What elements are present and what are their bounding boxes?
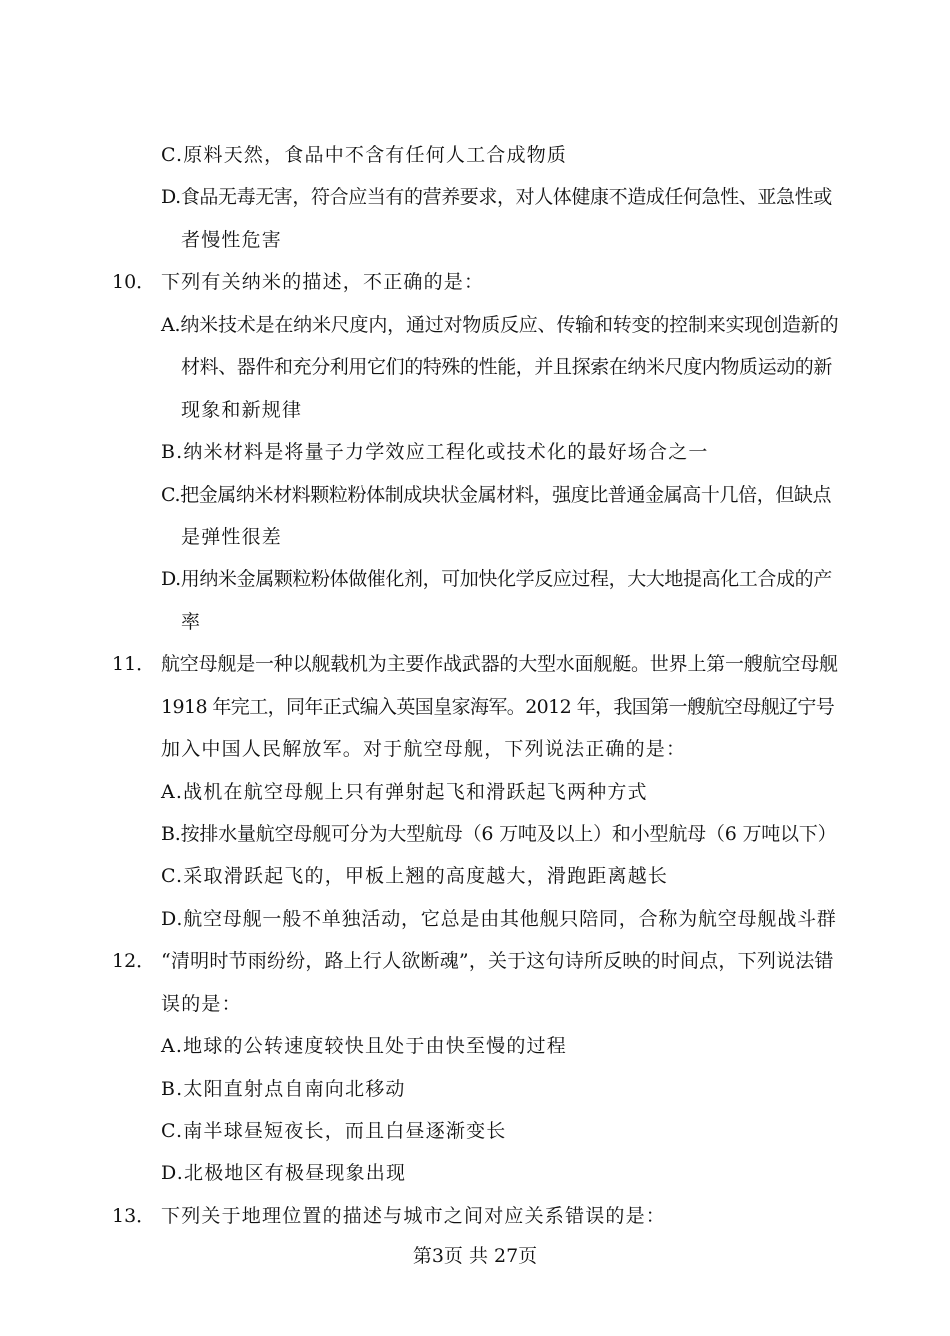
q10-option-c-line1: C.把金属纳米材料颗粒粉体制成块状金属材料，强度比普通金属高十几倍，但缺点 xyxy=(161,484,832,506)
q12-stem-line2: 误的是： xyxy=(161,993,242,1015)
q12-stem-line1: “清明时节雨纷纷，路上行人欲断魂”，关于这句诗所反映的时间点，下列说法错 xyxy=(161,950,834,972)
q10-stem: 下列有关纳米的描述，不正确的是： xyxy=(161,271,485,293)
q12-option-c: C.南半球昼短夜长，而且白昼逐渐变长 xyxy=(161,1120,507,1142)
q11-stem-line3: 加入中国人民解放军。对于航空母舰，下列说法正确的是： xyxy=(161,738,687,760)
q12-option-b: B.太阳直射点自南向北移动 xyxy=(161,1078,406,1100)
q11-option-b: B.按排水量航空母舰可分为大型航母（6 万吨及以上）和小型航母（6 万吨以下） xyxy=(161,823,837,845)
q10-option-b: B.纳米材料是将量子力学效应工程化或技术化的最好场合之一 xyxy=(161,441,709,463)
q13-number: 13． xyxy=(112,1205,156,1227)
q12-option-d: D.北极地区有极昼现象出现 xyxy=(161,1162,407,1184)
q11-option-c: C.采取滑跃起飞的，甲板上翘的高度越大，滑跑距离越长 xyxy=(161,865,669,887)
q10-option-d-line1: D.用纳米金属颗粒粉体做催化剂，可加快化学反应过程，大大地提高化工合成的产 xyxy=(161,568,832,590)
page-number: 第3页 共 27页 xyxy=(412,1245,538,1267)
q9-option-d-line2: 者慢性危害 xyxy=(181,229,283,251)
q9-option-d-line1: D.食品无毒无害，符合应当有的营养要求，对人体健康不造成任何急性、亚急性或 xyxy=(161,186,832,208)
q12-number: 12． xyxy=(112,950,156,972)
q10-number: 10． xyxy=(112,271,156,293)
q10-option-a-line2: 材料、器件和充分利用它们的特殊的性能，并且探索在纳米尺度内物质运动的新 xyxy=(181,356,833,378)
q11-number: 11． xyxy=(112,653,156,675)
q12-option-a: A.地球的公转速度较快且处于由快至慢的过程 xyxy=(161,1035,567,1057)
q13-stem: 下列关于地理位置的描述与城市之间对应关系错误的是： xyxy=(161,1205,667,1227)
q10-option-a-line3: 现象和新规律 xyxy=(181,399,303,421)
q11-option-d: D.航空母舰一般不单独活动，它总是由其他舰只陪同，合称为航空母舰战斗群 xyxy=(161,908,837,930)
q11-option-a: A.战机在航空母舰上只有弹射起飞和滑跃起飞两种方式 xyxy=(161,781,648,803)
q11-stem-line1: 航空母舰是一种以舰载机为主要作战武器的大型水面舰艇。世界上第一艘航空母舰 xyxy=(161,653,838,675)
q10-option-a-line1: A.纳米技术是在纳米尺度内，通过对物质反应、传输和转变的控制来实现创造新的 xyxy=(161,314,839,336)
q9-option-c: C.原料天然，食品中不含有任何人工合成物质 xyxy=(161,144,568,166)
q10-option-d-line2: 率 xyxy=(181,611,202,633)
q10-option-c-line2: 是弹性很差 xyxy=(181,526,283,548)
q11-stem-line2: 1918 年完工，同年正式编入英国皇家海军。2012 年，我国第一艘航空母舰辽宁号 xyxy=(161,696,835,718)
